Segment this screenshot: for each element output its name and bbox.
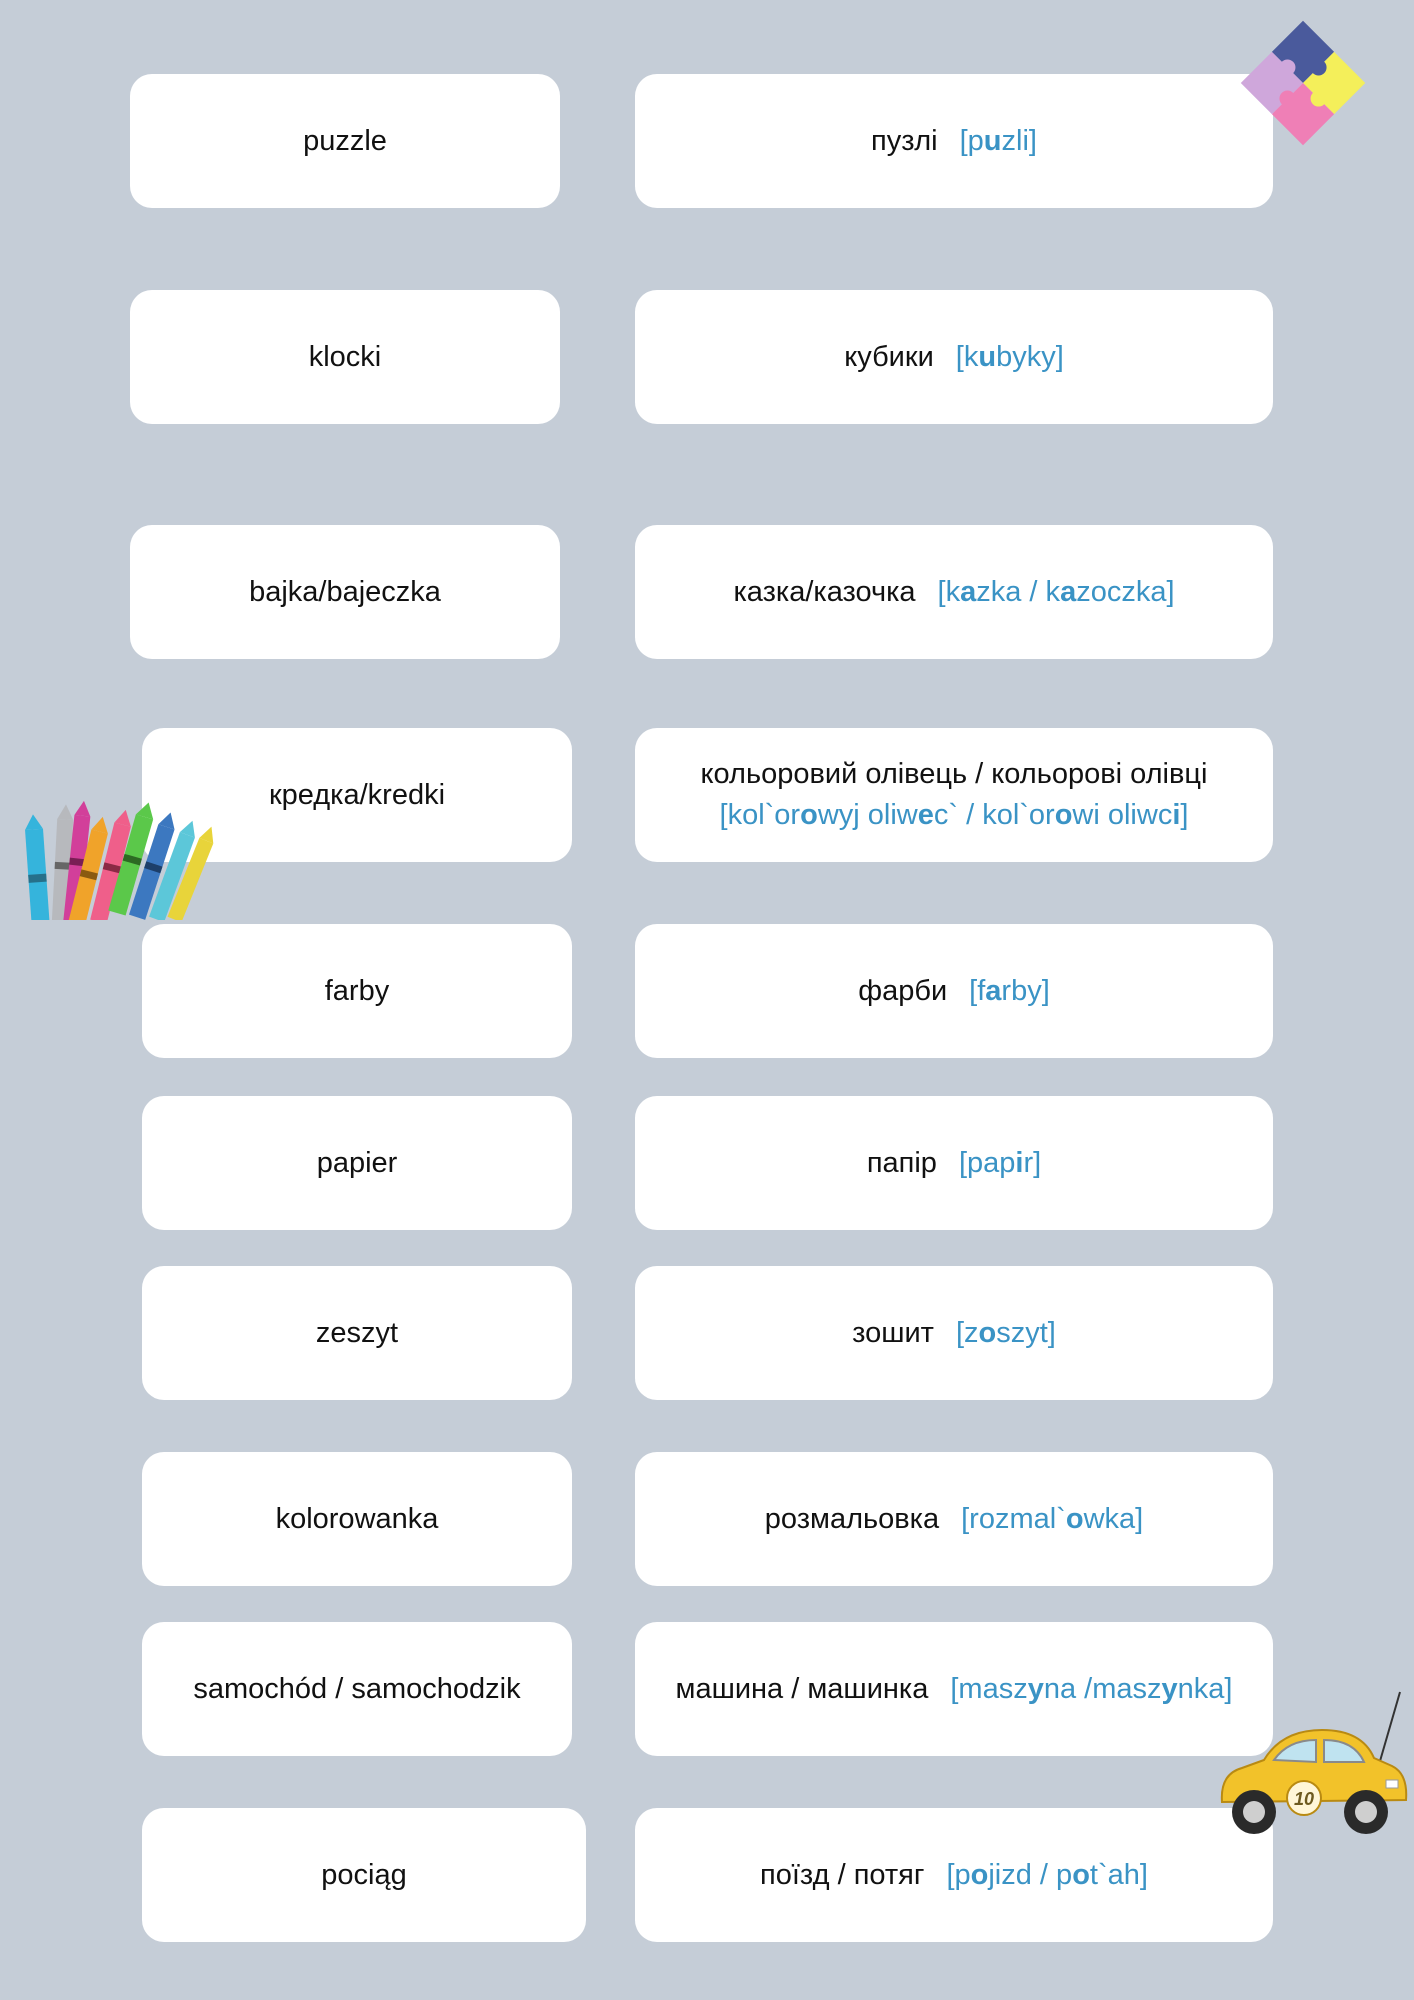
transliteration-part: [rozmal`	[961, 1502, 1066, 1535]
stressed-letter: i	[1172, 799, 1181, 831]
stressed-letter: a	[960, 575, 977, 608]
transliteration-part: szyt]	[996, 1316, 1056, 1349]
transliteration-part: zli]	[1001, 124, 1037, 157]
transliteration	[956, 1317, 1056, 1349]
transliteration	[946, 1859, 1147, 1891]
transliteration-part: [masz	[950, 1672, 1028, 1705]
transliteration-part: wi oliwc	[1072, 799, 1173, 831]
transliteration-part: byky]	[996, 340, 1064, 373]
stressed-letter: o	[1054, 799, 1073, 831]
ukrainian-word-card	[635, 290, 1273, 424]
transliteration-part: [z	[955, 1316, 979, 1349]
ukrainian-word-card	[635, 1096, 1273, 1230]
ukrainian-word: фарби	[858, 974, 948, 1007]
transliteration	[720, 799, 1189, 831]
transliteration-part: ]	[1180, 799, 1189, 831]
transliteration	[956, 341, 1064, 373]
ukrainian-word-card	[635, 924, 1273, 1058]
polish-word: klocki	[308, 340, 382, 373]
transliteration-part: [k	[955, 340, 979, 373]
transliteration-part: [p	[959, 124, 984, 157]
ukrainian-word: папір	[866, 1146, 937, 1179]
ukrainian-word-card	[635, 1808, 1273, 1942]
transliteration	[938, 576, 1175, 608]
transliteration-part: [f	[969, 974, 986, 1007]
stressed-letter: i	[1015, 1146, 1024, 1179]
polish-word-card	[142, 924, 572, 1058]
polish-word-card	[130, 74, 560, 208]
stressed-letter: a	[985, 974, 1002, 1007]
stressed-letter: o	[978, 1316, 997, 1349]
polish-word: farby	[324, 974, 390, 1007]
ukrainian-word-card	[635, 525, 1273, 659]
transliteration-part: [k	[937, 575, 961, 608]
ukrainian-word: пузлі	[871, 124, 938, 157]
ukrainian-word: машина / машинка	[675, 1672, 929, 1705]
transliteration-part: [p	[946, 1858, 971, 1891]
ukrainian-word: казка/казочка	[733, 575, 916, 608]
polish-word-card	[142, 1452, 572, 1586]
polish-word-card	[130, 525, 560, 659]
puzzle-icon	[1228, 8, 1378, 158]
transliteration-part: t`ah]	[1089, 1858, 1148, 1891]
polish-word: pociąg	[321, 1858, 407, 1891]
transliteration-part: [kol`or	[719, 799, 801, 831]
stressed-letter: u	[978, 340, 997, 373]
transliteration-part: zka / k	[976, 575, 1061, 608]
stressed-letter: y	[1161, 1672, 1178, 1705]
polish-word: samochód / samochodzik	[193, 1672, 521, 1705]
polish-word: кредка/kredki	[268, 778, 446, 811]
ukrainian-word: зошит	[852, 1316, 934, 1349]
transliteration	[961, 1503, 1143, 1535]
transliteration-part: jizd / p	[988, 1858, 1073, 1891]
stressed-letter: u	[983, 124, 1002, 157]
stressed-letter: o	[970, 1858, 989, 1891]
stressed-letter: a	[1060, 575, 1077, 608]
ukrainian-word-card	[635, 1452, 1273, 1586]
stressed-letter: o	[800, 799, 818, 831]
car-number: 10	[1293, 1789, 1315, 1809]
ukrainian-word-card	[635, 74, 1273, 208]
transliteration-part: rby]	[1001, 974, 1050, 1007]
polish-word: kolorowanka	[275, 1502, 439, 1535]
stressed-letter: e	[917, 799, 934, 831]
stressed-letter: y	[1027, 1672, 1044, 1705]
transliteration-part: wka]	[1083, 1502, 1144, 1535]
ukrainian-word: поїзд / потяг	[760, 1858, 925, 1891]
polish-word-card	[142, 1266, 572, 1400]
ukrainian-word-card	[635, 728, 1273, 862]
polish-word: puzzle	[303, 124, 387, 157]
polish-word-card	[142, 1096, 572, 1230]
transliteration-part: nka]	[1177, 1672, 1233, 1705]
ukrainian-word-card	[635, 1266, 1273, 1400]
transliteration-part: c` / kol`or	[933, 799, 1055, 831]
crayons-icon	[10, 790, 225, 920]
polish-word: bajka/bajeczka	[249, 575, 441, 608]
transliteration	[959, 1147, 1041, 1179]
polish-word: zeszyt	[315, 1316, 399, 1349]
transliteration-part: zoczka]	[1076, 575, 1175, 608]
toy-car-icon	[1212, 1690, 1412, 1840]
transliteration-part: r]	[1023, 1146, 1042, 1179]
polish-word-card	[142, 1808, 586, 1942]
polish-word: papier	[316, 1146, 398, 1179]
ukrainian-word-card	[635, 1622, 1273, 1756]
stressed-letter: o	[1065, 1502, 1084, 1535]
ukrainian-word: розмальовка	[764, 1502, 940, 1535]
transliteration	[969, 975, 1050, 1007]
transliteration	[950, 1673, 1232, 1705]
transliteration-part: [pap	[958, 1146, 1016, 1179]
polish-word-card	[142, 1622, 572, 1756]
stressed-letter: o	[1072, 1858, 1090, 1891]
polish-word-card	[130, 290, 560, 424]
ukrainian-word: кубики	[844, 340, 934, 373]
transliteration-part: na /masz	[1043, 1672, 1162, 1705]
ukrainian-word: кольоровий олівець / кольорові олівці	[700, 758, 1208, 791]
transliteration	[960, 125, 1037, 157]
transliteration-part: wyj oliw	[817, 799, 918, 831]
